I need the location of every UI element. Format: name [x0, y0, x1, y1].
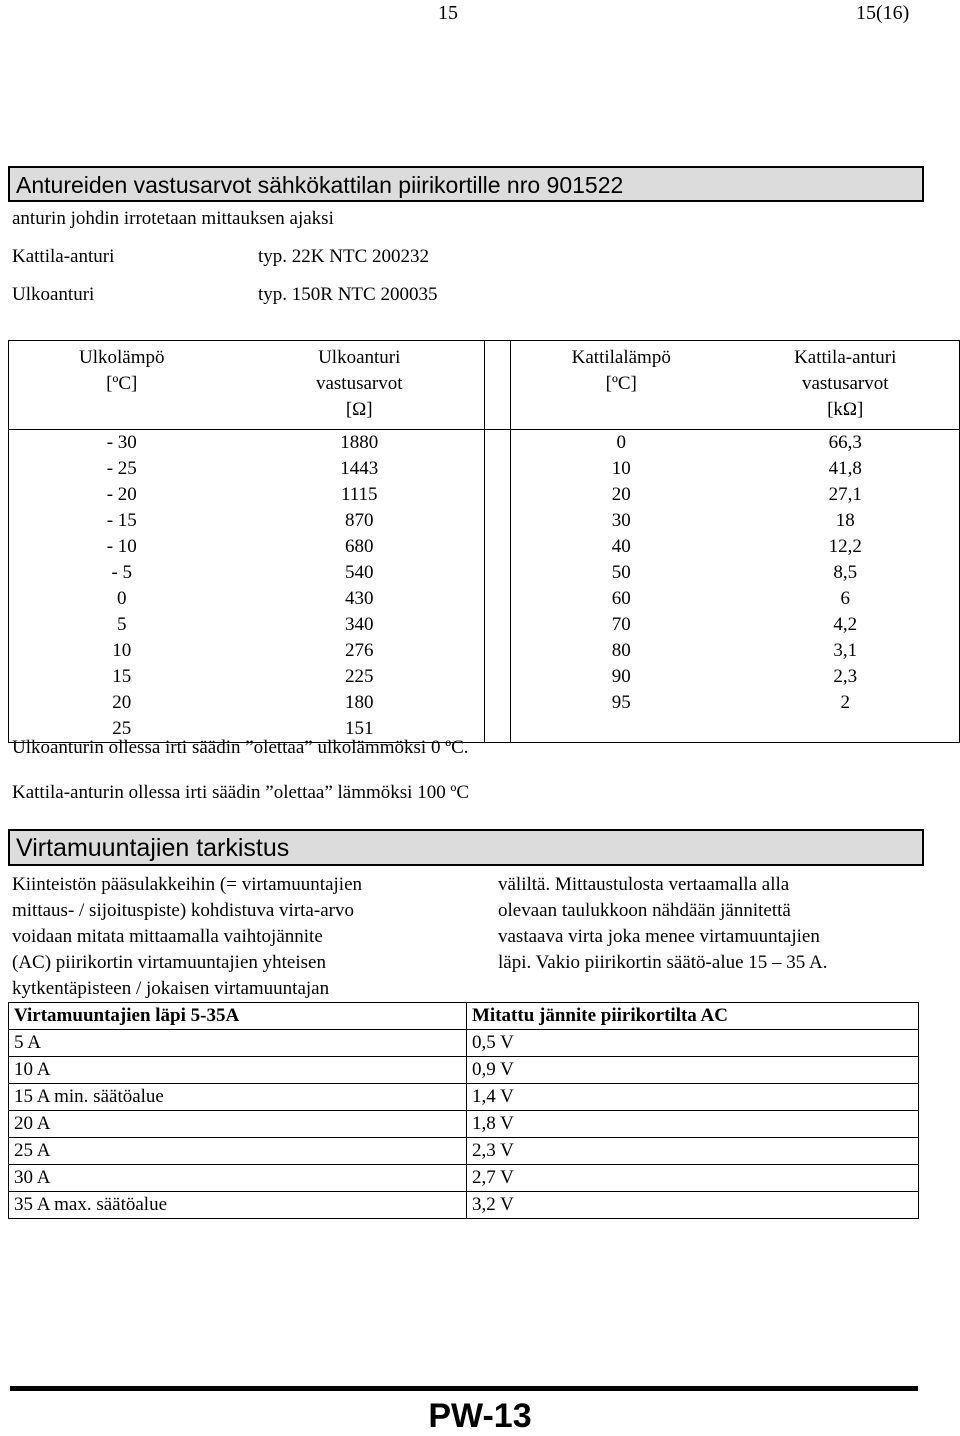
cell-current: 10 A — [9, 1057, 467, 1084]
cell-boiler-resistance: 6 — [732, 586, 960, 612]
cell-boiler-temp: 95 — [511, 690, 732, 716]
table-row — [9, 638, 960, 664]
page-number: 15 — [438, 2, 458, 24]
cell-outdoor-temp: 20 — [9, 690, 235, 716]
cell-outdoor-resistance: 680 — [235, 534, 485, 560]
cell-boiler-resistance: 41,8 — [732, 456, 960, 482]
page-of-total: 15(16) — [856, 2, 910, 24]
cell-voltage: 0,9 V — [467, 1057, 919, 1084]
cell-boiler-temp: 10 — [511, 456, 732, 482]
table-header-row — [9, 1003, 919, 1030]
cell-boiler-temp: 30 — [511, 508, 732, 534]
cell-gap — [485, 534, 511, 560]
cell-current: 25 A — [9, 1138, 467, 1165]
cell-boiler-temp — [511, 716, 732, 743]
cell-voltage: 1,4 V — [467, 1084, 919, 1111]
cell-boiler-resistance: 18 — [732, 508, 960, 534]
table-row — [9, 1111, 919, 1138]
table-row — [9, 508, 960, 534]
cell-boiler-resistance: 2 — [732, 690, 960, 716]
cell-gap — [485, 482, 511, 508]
table-row — [9, 1192, 919, 1219]
cell-outdoor-resistance: 1880 — [235, 430, 485, 457]
cell-voltage: 0,5 V — [467, 1030, 919, 1057]
sensor-type-ulko: typ. 150R NTC 200035 — [258, 284, 438, 305]
section-title-current-transformers: Virtamuuntajien tarkistus — [8, 829, 924, 866]
cell-boiler-temp: 60 — [511, 586, 732, 612]
table-row — [9, 664, 960, 690]
cell-current: 20 A — [9, 1111, 467, 1138]
cell-outdoor-temp: 25 — [9, 716, 235, 743]
table-row — [9, 456, 960, 482]
cell-voltage: 2,7 V — [467, 1165, 919, 1192]
cell-outdoor-temp: - 30 — [9, 430, 235, 457]
cell-boiler-temp: 90 — [511, 664, 732, 690]
table-row — [9, 1057, 919, 1084]
table-header-row — [9, 341, 960, 430]
cell-outdoor-temp: 15 — [9, 664, 235, 690]
cell-outdoor-resistance: 276 — [235, 638, 485, 664]
table-row — [9, 1138, 919, 1165]
table-row — [9, 586, 960, 612]
table-row — [9, 482, 960, 508]
cell-boiler-temp: 20 — [511, 482, 732, 508]
header-boiler-resistance: Kattila-anturi vastusarvot [kΩ] — [732, 341, 960, 430]
table-row — [9, 430, 960, 457]
table-row — [9, 612, 960, 638]
cell-outdoor-temp: - 25 — [9, 456, 235, 482]
cell-outdoor-resistance: 180 — [235, 690, 485, 716]
cell-gap — [485, 612, 511, 638]
paragraph-right-column: väliltä. Mittaustulosta vertaamalla alla olevaan taulukkoon nähdään jännitettä vastaava virta joka menee virtamuuntajien läpi. Vakio piirikortin säätö-alue 15 – 35 A. — [498, 874, 828, 973]
footnote-boiler-sensor: Kattila-anturin ollessa irti säädin ”olettaa” lämmöksi 100 ºC — [12, 782, 470, 803]
cell-outdoor-temp: - 5 — [9, 560, 235, 586]
header-outdoor-temp: Ulkolämpö [ºC] — [9, 341, 235, 430]
cell-voltage: 2,3 V — [467, 1138, 919, 1165]
cell-gap — [485, 430, 511, 457]
cell-outdoor-resistance: 540 — [235, 560, 485, 586]
cell-voltage: 3,2 V — [467, 1192, 919, 1219]
paragraph-left-column: Kiinteistön pääsulakkeihin (= virtamuuntajien mittaus- / sijoituspiste) kohdistuva virta-arvo voidaan mitata mittaamalla vaihtojännite (AC) piirikortin virtamuuntajien yhteisen kytkentäpisteen / jokaisen virtamuuntajan — [12, 874, 362, 999]
sensor-resistance-table — [8, 340, 960, 743]
cell-outdoor-resistance: 225 — [235, 664, 485, 690]
cell-gap — [485, 560, 511, 586]
cell-voltage: 1,8 V — [467, 1111, 919, 1138]
cell-gap — [485, 690, 511, 716]
cell-outdoor-temp: 5 — [9, 612, 235, 638]
cell-outdoor-resistance: 151 — [235, 716, 485, 743]
sensor-note: anturin johdin irrotetaan mittauksen ajaksi — [12, 208, 334, 229]
cell-boiler-resistance: 12,2 — [732, 534, 960, 560]
cell-boiler-resistance: 66,3 — [732, 430, 960, 457]
footnote-outdoor-sensor: Ulkoanturin ollessa irti säädin ”olettaa” ulkolämmöksi 0 ºC. — [12, 737, 469, 758]
footer-rule — [10, 1386, 918, 1391]
cell-outdoor-resistance: 340 — [235, 612, 485, 638]
cell-outdoor-resistance: 870 — [235, 508, 485, 534]
cell-outdoor-resistance: 1115 — [235, 482, 485, 508]
current-voltage-table — [8, 1002, 919, 1219]
cell-boiler-resistance: 27,1 — [732, 482, 960, 508]
cell-outdoor-temp: - 10 — [9, 534, 235, 560]
cell-boiler-resistance: 4,2 — [732, 612, 960, 638]
header-gap — [485, 341, 511, 430]
cell-outdoor-resistance: 1443 — [235, 456, 485, 482]
header-voltage: Mitattu jännite piirikortilta AC — [467, 1003, 919, 1030]
cell-gap — [485, 716, 511, 743]
cell-boiler-resistance — [732, 716, 960, 743]
table-row — [9, 1084, 919, 1111]
sensor-type-kattila: typ. 22K NTC 200232 — [258, 246, 429, 267]
sensor-label-ulko: Ulkoanturi — [12, 284, 95, 305]
sensor-label-kattila: Kattila-anturi — [12, 246, 115, 267]
header-outdoor-resistance: Ulkoanturi vastusarvot [Ω] — [235, 341, 485, 430]
cell-boiler-temp: 70 — [511, 612, 732, 638]
cell-current: 5 A — [9, 1030, 467, 1057]
cell-outdoor-temp: - 15 — [9, 508, 235, 534]
cell-boiler-temp: 50 — [511, 560, 732, 586]
cell-current: 30 A — [9, 1165, 467, 1192]
cell-outdoor-temp: - 20 — [9, 482, 235, 508]
cell-boiler-resistance: 2,3 — [732, 664, 960, 690]
cell-gap — [485, 638, 511, 664]
cell-outdoor-temp: 10 — [9, 638, 235, 664]
cell-outdoor-resistance: 430 — [235, 586, 485, 612]
cell-boiler-resistance: 3,1 — [732, 638, 960, 664]
cell-gap — [485, 508, 511, 534]
header-boiler-temp: Kattilalämpö [ºC] — [511, 341, 732, 430]
cell-gap — [485, 586, 511, 612]
cell-boiler-temp: 40 — [511, 534, 732, 560]
table-row — [9, 560, 960, 586]
cell-current: 35 A max. säätöalue — [9, 1192, 467, 1219]
header-current: Virtamuuntajien läpi 5-35A — [9, 1003, 467, 1030]
table-row — [9, 690, 960, 716]
cell-current: 15 A min. säätöalue — [9, 1084, 467, 1111]
document-code: PW-13 — [428, 1397, 532, 1435]
cell-boiler-temp: 0 — [511, 430, 732, 457]
section-title-sensors: Antureiden vastusarvot sähkökattilan piirikortille nro 901522 — [8, 166, 924, 202]
table-row — [9, 1165, 919, 1192]
table-row — [9, 1030, 919, 1057]
cell-gap — [485, 664, 511, 690]
cell-outdoor-temp: 0 — [9, 586, 235, 612]
cell-boiler-temp: 80 — [511, 638, 732, 664]
table-row — [9, 534, 960, 560]
cell-gap — [485, 456, 511, 482]
cell-boiler-resistance: 8,5 — [732, 560, 960, 586]
